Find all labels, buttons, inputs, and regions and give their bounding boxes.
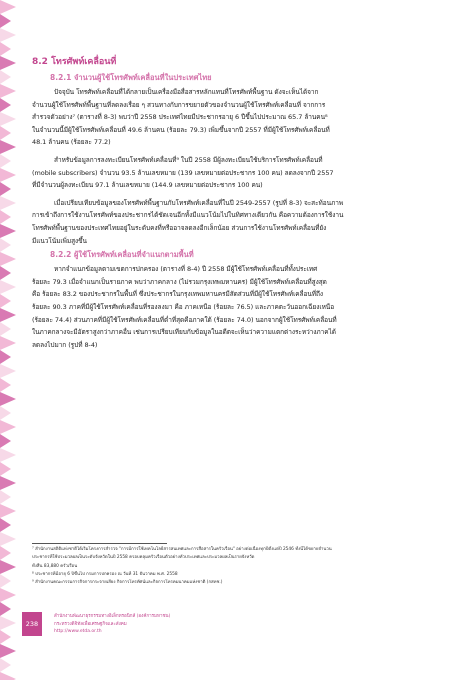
decorative-triangle: [0, 574, 11, 588]
decorative-triangle: [0, 378, 11, 392]
text-line: ร้อยละ 90.3 ภาคที่มีผู้ใช้โทรศัพท์เคลื่อนที่รองลงมา คือ ภาคเหนือ (ร้อยละ 76.5) และภาคตะวันออกเฉียงเหนือ: [32, 302, 335, 311]
decorative-triangle: [0, 672, 16, 680]
decorative-triangle: [0, 126, 11, 140]
text-line: ในจำนวนนี้มีผู้ใช้โทรศัพท์เคลื่อนที่ 49.6 ล้านคน (ร้อยละ 79.3) เพิ่มขึ้นจากปี 2557 ที่มีผู้ใช้โทรศัพท์เคลื่อนที่: [32, 125, 330, 134]
text-line: โทรศัพท์พื้นฐานของประเทศไทยอยู่ในระดับคงที่หรืออาจลดลงอีกเล็กน้อย ส่วนการใช้งานโทรศัพท์เคลื่อนที่ยัง: [32, 223, 327, 232]
decorative-triangle: [0, 308, 16, 322]
decorative-triangle: [0, 420, 16, 434]
decorative-triangle: [0, 518, 11, 532]
decorative-triangle: [0, 98, 11, 112]
text-line: จำนวนผู้ใช้โทรศัพท์พื้นฐานที่ลดลงเรื่อย ๆ สวนทางกับการขยายตัวของจำนวนผู้ใช้โทรศัพท์เคลื่อนที่ จากการ: [32, 100, 326, 109]
decorative-triangle: [0, 504, 16, 518]
decorative-triangle: [0, 112, 16, 126]
footnote-7: ⁷ สำนักงานสถิติแห่งชาติได้เริ่มโครงการสำรวจ "การมีการใช้เทคโนโลยีสารสนเทศและการสื่อสารในครัวเรือน" อย่างต่อเนื่องทุกปีตั้งแต่ปี 2546 ทั้งนี้ได้ขยายจำนวน: [32, 547, 332, 552]
footnote-9: ⁹ สำนักงานคณะกรรมการกิจการกระจายเสียง กิจการโทรทัศน์และกิจการโทรคมนาคมแห่งชาติ (กสทช.): [32, 580, 223, 586]
footnote-8: ⁸ ประชากรที่มีอายุ 6 ปีขึ้นไป กรมการปกครอง ณ วันที่ 31 ธันวาคม พ.ศ. 2558: [32, 571, 178, 577]
decorative-triangle: [0, 266, 11, 280]
decorative-triangle: [0, 406, 11, 420]
decorative-triangle: [0, 462, 11, 476]
page-number: 238: [22, 612, 42, 636]
footnotes: [32, 546, 432, 587]
publisher-name: สำนักงานพัฒนาธุรกรรมทางอิเล็กทรอนิกส์ (องค์การมหาชน): [54, 614, 171, 619]
paragraph-users-by-region: [32, 263, 432, 351]
text-line: ร้อยละ 79.3 เมื่อจำแนกเป็นรายภาค พบว่าภาคกลาง (ไม่รวมกรุงเทพมหานคร) มีผู้ใช้โทรศัพท์เคลื่อนที่สูงสุด: [32, 277, 327, 286]
decorative-triangle-strip: [0, 0, 22, 680]
decorative-triangle: [0, 322, 11, 336]
decorative-triangle: [0, 56, 16, 70]
paragraph-fixed-vs-mobile: [32, 197, 432, 247]
text-line: สำหรับข้อมูลการลงทะเบียนโทรศัพท์เคลื่อนที่⁹ ในปี 2558 มีผู้ลงทะเบียนใช้บริการโทรศัพท์เคลื่อนที่: [54, 155, 323, 164]
decorative-triangle: [0, 0, 16, 14]
decorative-triangle: [0, 42, 11, 56]
text-line: ที่มีจำนวนผู้ลงทะเบียน 97.1 ล้านเลขหมาย (144.9 เลขหมายต่อประชากร 100 คน): [32, 181, 263, 190]
decorative-triangle: [0, 350, 11, 364]
decorative-triangle: [0, 210, 11, 224]
decorative-triangle: [0, 588, 16, 602]
decorative-triangle: [0, 560, 16, 574]
decorative-triangle: [0, 70, 11, 84]
text-line: เมื่อเปรียบเทียบข้อมูลของโทรศัพท์พื้นฐานกับโทรศัพท์เคลื่อนที่ในปี 2549-2557 (รูปที่ 8-3) จะสะท้อนภาพ: [54, 198, 344, 207]
text-line: คือ ร้อยละ 83.2 ของประชากรในพื้นที่ ซึ่งประชากรในกรุงเทพมหานครมีสัดส่วนที่มีผู้ใช้โทรศัพท์เคลื่อนที่ถึง: [32, 290, 323, 299]
publisher-info: [54, 613, 170, 636]
subsection-title-8-2-2: 8.2.2 ผู้ใช้โทรศัพท์เคลื่อนที่จำแนกตามพื้นที่: [50, 250, 194, 260]
text-line: สำรวจตัวอย่าง⁷ (ตารางที่ 8-3) พบว่าปี 2558 ประเทศไทยมีประชากรอายุ 6 ปีขึ้นไปประมาณ 65.7 ล้านคน⁸: [32, 113, 328, 122]
ministry-name: กระทรวงดิจิทัลเพื่อเศรษฐกิจและสังคม: [54, 621, 127, 627]
footnote-7-cont: ประชากรที่ใช้ประมวลผลเป็นระดับจังหวัดในปี 2558 ครอบคลุมครัวเรือนตัวอย่างทั่วประเทศและประมวลผลเป็นรายจังหวัด: [32, 555, 255, 561]
decorative-triangle: [0, 658, 11, 672]
decorative-triangle: [0, 364, 16, 378]
footnote-divider: [32, 543, 167, 544]
text-line: (ร้อยละ 74.4) ส่วนภาคที่มีผู้ใช้โทรศัพท์เคลื่อนที่ต่ำที่สุดคือภาคใต้ (ร้อยละ 74.0) นอกจากผู้ใช้โทรศัพท์เคลื่อนที่: [32, 315, 337, 324]
text-line: การเข้าถึงการใช้งานโทรศัพท์ของประชากรได้ชัดเจนอีกทั้งมีแนวโน้มไปในทิศทางเดียวกัน คือความต้องการใช้งาน: [32, 211, 344, 220]
decorative-triangle: [0, 84, 16, 98]
decorative-triangle: [0, 28, 16, 42]
decorative-triangle: [0, 280, 16, 294]
website-link[interactable]: http://www.etda.or.th: [54, 629, 102, 634]
decorative-triangle: [0, 336, 16, 350]
footnote-7-cont: ทั้งสิ้น 83,880 ครัวเรือน: [32, 563, 78, 569]
decorative-triangle: [0, 490, 11, 504]
section-title: 8.2 โทรศัพท์เคลื่อนที่: [32, 57, 117, 67]
paragraph-mobile-subscribers: [32, 154, 432, 192]
text-line: หากจำแนกข้อมูลตามเขตการปกครอง (ตารางที่ 8-4) ปี 2558 มีผู้ใช้โทรศัพท์เคลื่อนที่ทั้งประเทศ: [54, 265, 318, 274]
decorative-triangle: [0, 448, 16, 462]
decorative-triangle: [0, 182, 11, 196]
text-line: (mobile subscribers) จำนวน 93.5 ล้านเลขหมาย (139 เลขหมายต่อประชากร 100 คน) ลดลงจากปี 2557: [32, 168, 334, 177]
subsection-title-8-2-1: 8.2.1 จำนวนผู้ใช้โทรศัพท์เคลื่อนที่ในประเทศไทย: [50, 73, 212, 82]
text-line: ในภาคกลางจะมีอัตราสูงกว่าภาคอื่น เช่นการเปรียบเทียบกับข้อมูลในอดีตจะเห็นว่าความแตกต่างระหว่างภาคได้: [32, 328, 336, 337]
decorative-triangle: [0, 476, 16, 490]
decorative-triangle: [0, 644, 16, 658]
text-line: ปัจจุบัน โทรศัพท์เคลื่อนที่ได้กลายเป็นเครื่องมือสื่อสารหลักแทนที่โทรศัพท์พื้นฐาน ดังจะเห็นได้จาก: [54, 88, 319, 96]
decorative-triangle: [0, 252, 16, 266]
decorative-triangle: [0, 154, 11, 168]
decorative-triangle: [0, 14, 11, 28]
page-footer: [0, 612, 454, 638]
decorative-triangle: [0, 140, 16, 154]
decorative-triangle: [0, 392, 16, 406]
decorative-triangle: [0, 238, 11, 252]
decorative-triangle: [0, 434, 11, 448]
text-line: ลดลงไปมาก (รูปที่ 8-4): [32, 340, 98, 349]
decorative-triangle: [0, 224, 16, 238]
decorative-triangle: [0, 196, 16, 210]
page-body: [32, 54, 432, 351]
decorative-triangle: [0, 546, 11, 560]
paragraph-mobile-users: [32, 86, 432, 149]
decorative-triangle: [0, 532, 16, 546]
decorative-triangle: [0, 294, 11, 308]
text-line: 48.1 ล้านคน (ร้อยละ 77.2): [32, 138, 111, 147]
text-line: มีแนวโน้มเพิ่มสูงขึ้น: [32, 236, 87, 245]
decorative-triangle: [0, 168, 16, 182]
